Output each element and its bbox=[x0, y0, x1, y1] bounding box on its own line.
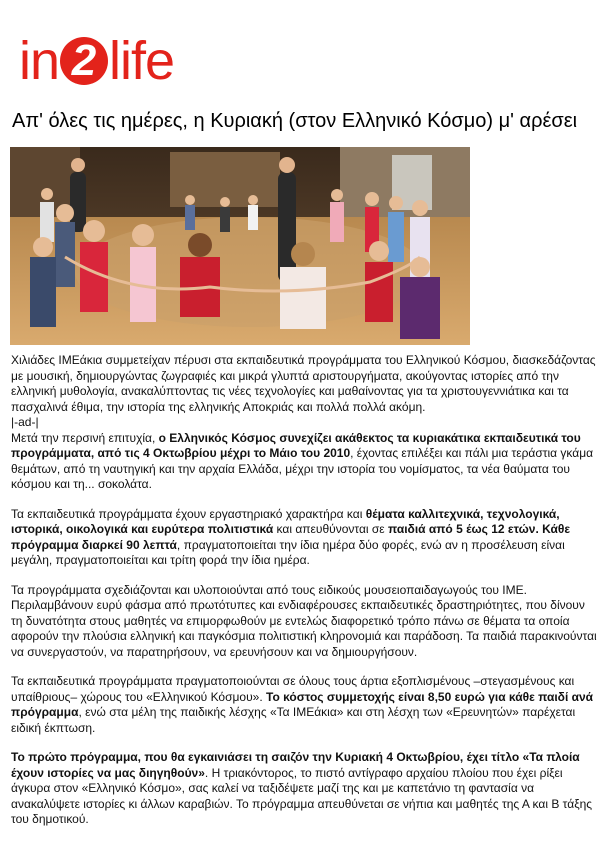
paragraph-continuation bbox=[11, 431, 599, 493]
p3-text-e: , πραγματοποιείται την ίδια ημέρα δύο φορές, ενώ αν η προσέλευση είναι μεγάλη, πραγματοποιείται και τρίτη φορά την ίδια ημέρα. bbox=[11, 537, 565, 567]
p5-bold-cost: Το κόστος συμμετοχής είναι 8,50 ευρώ για κάθε παιδί ανά πρόγραμμα bbox=[11, 689, 594, 719]
p3-bold-themes: θέματα καλλιτεχνικά, τεχνολογικά, ιστορικά, οικολογικά και ευρύτερα πολιτιστικά bbox=[11, 506, 560, 536]
p6-text-b: . Η τριακόντορος, το πιστό αντίγραφο αρχαίου πλοίου που έχει ρίξει άγκυρα στον «Ελληνικό Κόσμο», σας καλεί να ταξιδέψετε μαζί της και με καπετάνιο τη φαντασία να ανακαλύψετε ιστορίες κι άλλων καραβιών. Το πρόγραμμα απευθύνεται σε νήπια και μαθητές της Α και Β τάξης του δημοτικού. bbox=[11, 765, 593, 826]
p3-text-a: Τα εκπαιδευτικά προγράμματα έχουν εργαστηριακό χαρακτήρα και bbox=[11, 506, 366, 521]
p3-bold-ages: παιδιά από 5 έως 12 ετών. Κάθε πρόγραμμα διαρκεί 90 λεπτά bbox=[11, 522, 571, 552]
paragraph-first-program bbox=[11, 750, 599, 828]
p2-text-c: , έχοντας επιλέξει και πάλι μια τεράστια γκάμα θεμάτων, από τη ναυτηγική και την αρχαία Ελλάδα, μέχρι την ιστορία του νομίσματος, τα νέα θαύματα του κόσμου και τη... σοκολάτα. bbox=[11, 446, 594, 491]
logo-text-life: life bbox=[109, 31, 175, 91]
article-body bbox=[11, 353, 599, 842]
article-photo bbox=[10, 147, 470, 345]
p5-text-a: Τα εκπαιδευτικά προγράμματα πραγματοποιούνται σε όλους τους άρτια εξοπλισμένους –στεγασμένους και υπαίθριους– χώρους του «Ελληνικού Κόσμου». bbox=[11, 674, 575, 704]
logo-circle-two: 2 bbox=[60, 37, 108, 85]
article-title: Απ' όλες τις ημέρες, η Κυριακή (στον Ελληνικό Κόσμο) μ' αρέσει bbox=[12, 110, 578, 132]
p2-bold: ο Ελληνικός Κόσμος συνεχίζει ακάθεκτος τα κυριακάτικα εκπαιδευτικά του προγράμματα, από τις 4 Οκτωβρίου μέχρι το Μάιο του 2010 bbox=[11, 430, 581, 460]
p5-text-c: , ενώ στα μέλη της παιδικής λέσχης «Τα ΙΜΕάκια» και στη λέσχη των «Ερευνητών» παρέχεται ειδική έκπτωση. bbox=[11, 705, 576, 735]
paragraph-design: Τα προγράμματα σχεδιάζονται και υλοποιούνται από τους ειδικούς μουσειοπαιδαγωγούς του ΙΜΕ. Περιλαμβάνουν ευρύ φάσμα από πρωτότυπες και ενδιαφέρουσες εκπαιδευτικές δραστηριότητες, που δίνουν τη δυνατότητα στους μαθητές να επιμορφωθούν με εντελώς διαφορετικό τρόπο πάνω σε θέματα τα οποία αφορούν την πλούσια ελληνική και παγκόσμια πολιτιστική κληρονομιά και παράδοση. Τα παιδιά παρακινούνται να συνεργαστούν, να παρατηρήσουν, να ερευνήσουν και να δημιουργήσουν. bbox=[11, 582, 597, 659]
p2-text-a: Μετά την περσινή επιτυχία, bbox=[11, 430, 159, 445]
paragraph-cost bbox=[11, 674, 599, 736]
p6-bold-title: Το πρώτο πρόγραμμα, που θα εγκαινιάσει τη σαιζόν την Κυριακή 4 Οκτωβρίου, έχει τίτλο «Τα πλοία έχουν ιστορίες να μας διηγηθούν» bbox=[11, 750, 580, 780]
ad-marker: |-ad-| bbox=[11, 415, 39, 429]
logo-text-in: in bbox=[19, 31, 60, 91]
paragraph-intro: Χιλιάδες ΙΜΕάκια συμμετείχαν πέρυσι στα εκπαιδευτικά προγράμματα του Ελληνικού Κόσμου, διασκεδάζοντας με μουσική, δημιουργώντας ζωγραφιές και μικρά γλυπτά αριστουργήματα, ακούγοντας ιστορίες από την ελληνική μυθολογία, ανακαλύπτοντας τις νέες τεχνολογίες και μαθαίνοντας για τα χριστουγεννιάτικα και τα πασχαλινά έθιμα, την ιστορία της ελληνικής Αποκριάς και πολλά πολλά ακόμη. bbox=[11, 353, 596, 414]
children-circle-illustration bbox=[10, 147, 470, 345]
in2life-logo[interactable] bbox=[19, 26, 174, 96]
p3-text-c: και απευθύνονται σε bbox=[273, 522, 388, 536]
paragraph-programs bbox=[11, 507, 599, 569]
